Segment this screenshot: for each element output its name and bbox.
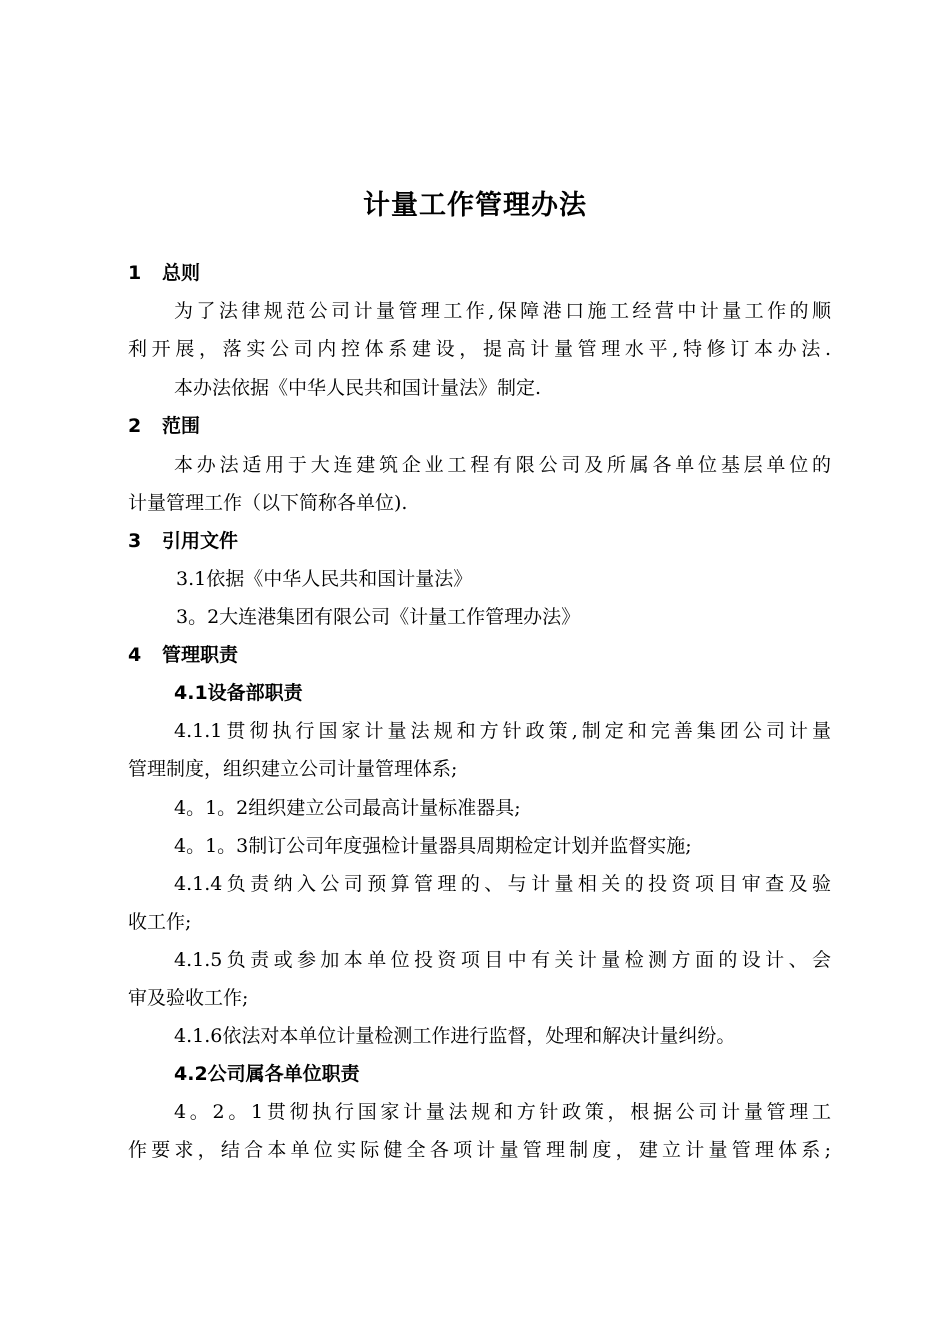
subsection-heading-4-2: 4.2公司属各单位职责 — [174, 1063, 360, 1085]
clause-line: 4.1.4负责纳入公司预算管理的、与计量相关的投资项目审查及验 — [174, 873, 831, 895]
section-number: 4 — [128, 644, 142, 666]
paragraph-line: 利开展，落实公司内控体系建设，提高计量管理水平,特修订本办法. — [128, 338, 831, 360]
clause-line: 4。1。3制订公司年度强检计量器具周期检定计划并监督实施; — [174, 835, 692, 857]
clause-line: 收工作; — [128, 911, 192, 933]
section-heading-4 — [128, 636, 238, 674]
clause-line: 审及验收工作; — [128, 987, 249, 1009]
section-number: 1 — [128, 262, 142, 284]
section-number: 3 — [128, 530, 142, 552]
section-heading-2 — [128, 407, 200, 445]
reference-item: 3。2大连港集团有限公司《计量工作管理办法》 — [176, 606, 581, 628]
section-number: 2 — [128, 415, 142, 437]
paragraph-line: 本办法依据《中华人民共和国计量法》制定. — [174, 377, 542, 399]
paragraph-line: 计量管理工作（以下简称各单位). — [128, 492, 408, 514]
subsection-heading-4-1: 4.1设备部职责 — [174, 682, 303, 704]
reference-item: 3.1依据《中华人民共和国计量法》 — [176, 568, 473, 590]
document-title: 计量工作管理办法 — [363, 190, 587, 221]
section-title: 管理职责 — [162, 644, 239, 666]
section-title: 范围 — [162, 415, 201, 437]
clause-line: 4。2。1贯彻执行国家计量法规和方针政策，根据公司计量管理工 — [174, 1101, 831, 1123]
paragraph-line: 本办法适用于大连建筑企业工程有限公司及所属各单位基层单位的 — [174, 454, 831, 476]
clause-line: 作要求，结合本单位实际健全各项计量管理制度，建立计量管理体系; — [128, 1139, 831, 1161]
section-title: 引用文件 — [162, 530, 239, 552]
clause-line: 4.1.1贯彻执行国家计量法规和方针政策,制定和完善集团公司计量 — [174, 720, 831, 742]
clause-line: 4.1.5负责或参加本单位投资项目中有关计量检测方面的设计、会 — [174, 949, 831, 971]
clause-line: 4。1。2组织建立公司最高计量标准器具; — [174, 797, 521, 819]
section-title: 总则 — [162, 262, 201, 284]
section-heading-1 — [128, 254, 200, 292]
clause-line: 4.1.6依法对本单位计量检测工作进行监督，处理和解决计量纠纷。 — [174, 1025, 736, 1047]
paragraph-line: 为了法律规范公司计量管理工作,保障港口施工经营中计量工作的顺 — [174, 300, 831, 322]
section-heading-3 — [128, 522, 238, 560]
clause-line: 管理制度，组织建立公司计量管理体系; — [128, 758, 458, 780]
